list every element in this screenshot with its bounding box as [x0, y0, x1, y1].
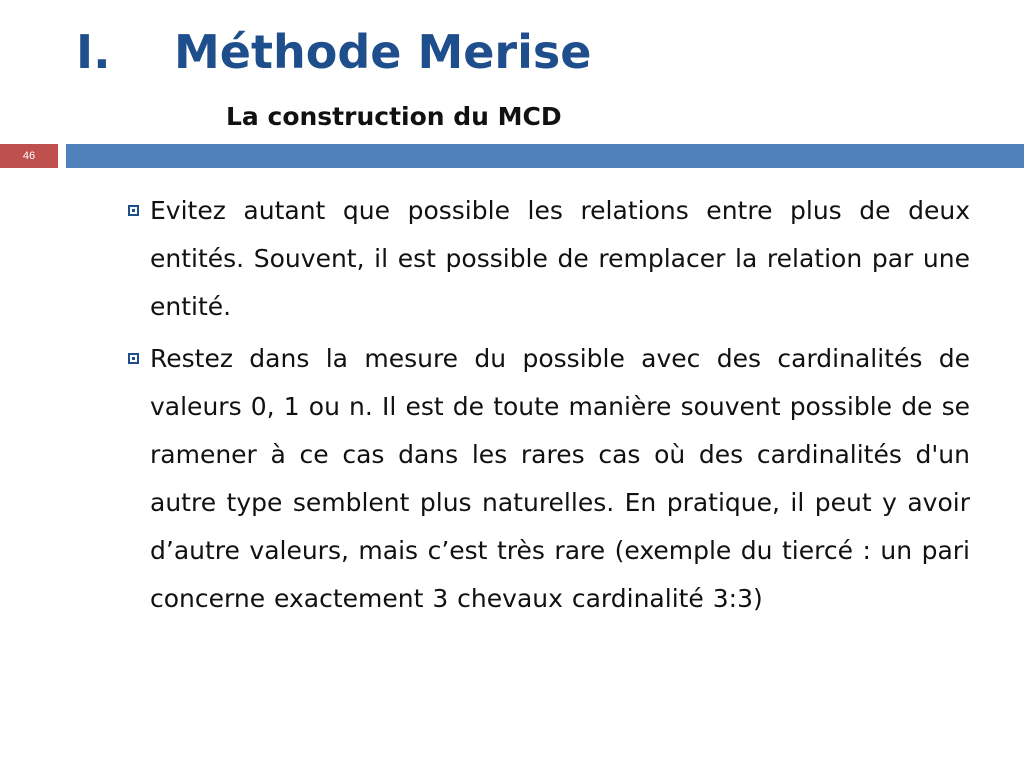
- title-text: Méthode Merise: [174, 25, 592, 79]
- bullet-item: [128, 335, 970, 623]
- slide-number: 46: [22, 150, 36, 162]
- square-bullet-icon: [128, 353, 139, 364]
- title-number: I.: [76, 25, 111, 79]
- bullet-text: Restez dans la mesure du possible avec des cardinalités de valeurs 0, 1 ou n. Il est de toute manière souvent possible de se ramener à ce cas dans les rares cas où des cardinalités d'un autre type semblent plus naturelles. En pratique, il peut y avoir d’autre valeurs, mais c’est très rare (exemple du tiercé : un pari concerne exactement 3 chevaux cardinalité 3:3): [150, 344, 970, 613]
- bullet-list: [128, 187, 970, 627]
- bullet-item: [128, 187, 970, 331]
- header-divider-bar: [66, 144, 1024, 168]
- square-bullet-icon: [128, 205, 139, 216]
- slide-number-badge: [0, 144, 58, 168]
- slide-title: [76, 26, 591, 79]
- bullet-text: Evitez autant que possible les relations entre plus de deux entités. Souvent, il est possible de remplacer la relation par une entité.: [150, 196, 970, 321]
- slide-subtitle: La construction du MCD: [226, 102, 562, 131]
